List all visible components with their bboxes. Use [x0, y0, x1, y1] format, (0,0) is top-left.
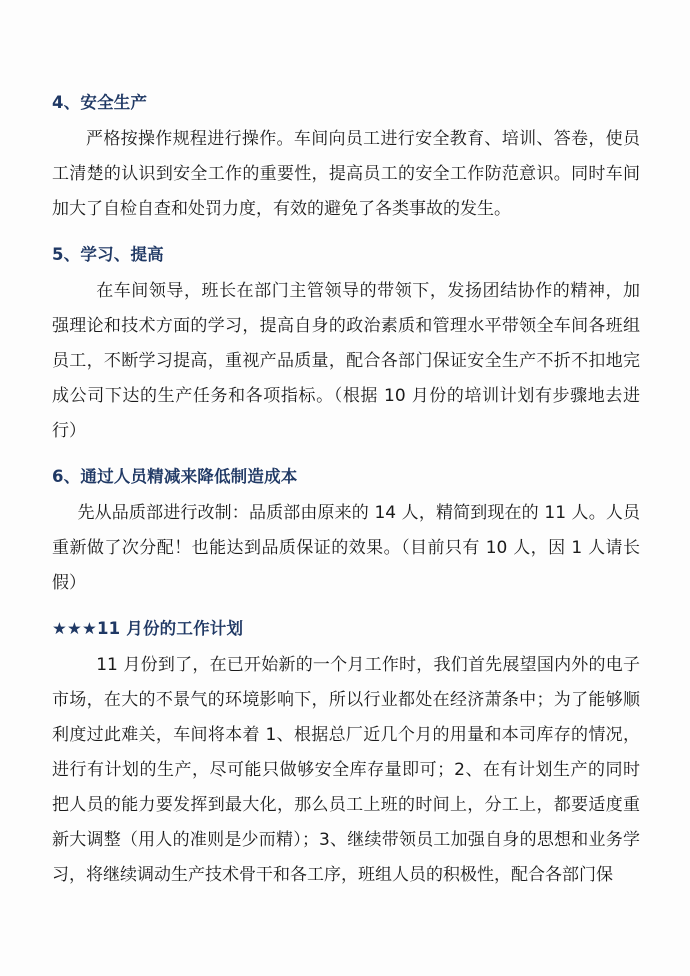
section-paragraph-safety-production: 严格按操作规程进行操作。车间向员工进行安全教育、培训、答卷，使员工清楚的认识到安全工作的重要性，提高员工的安全工作防范意识。同时车间加大了自检自查和处罚力度，有效的避免了各类事故的发生。 [52, 129, 640, 219]
november-plan-paragraph-block [52, 648, 640, 893]
section-paragraph-learning-improvement: 在车间领导，班长在部门主管领导的带领下，发扬团结协作的精神，加强理论和技术方面的学习，提高自身的政治素质和管理水平带领全车间各班组员工，不断学习提高，重视产品质量，配合各部门保证安全生产不折不扣地完成公司下达的生产任务和各项指标。（根据 10 月份的培训计划有步骤地去进行） [52, 281, 640, 441]
section-6-paragraph-block [52, 496, 640, 601]
section-heading-learning-improvement: 5、学习、提高 [52, 245, 164, 264]
section-paragraph-cost-reduction: 先从品质部进行改制：品质部由原来的 14 人，精简到现在的 11 人。人员重新做了次分配！也能达到品质保证的效果。（目前只有 10 人，因 1 人请长假） [52, 503, 640, 593]
section-heading-cost-reduction: 6、通过人员精减来降低制造成本 [52, 467, 298, 486]
section-5-paragraph-block [52, 274, 640, 449]
section-4-heading-block [52, 86, 640, 120]
section-6-heading-block [52, 460, 640, 494]
section-heading-safety-production: 4、安全生产 [52, 93, 148, 112]
section-heading-november-work-plan: ★★★11 月份的工作计划 [52, 619, 244, 638]
november-plan-heading-block [52, 612, 640, 646]
document-body [52, 86, 640, 893]
section-paragraph-november-work-plan: 11 月份到了，在已开始新的一个月工作时，我们首先展望国内外的电子市场，在大的不景气的环境影响下，所以行业都处在经济萧条中；为了能够顺利度过此难关，车间将本着 1、根据总厂近几个月的用量和本司库存的情况，进行有计划的生产，尽可能只做够安全库存量即可；2、在有计划生产的同时把人员的能力要发挥到最大化，那么员工上班的时间上，分工上，都要适度重新大调整（用人的准则是少而精）；3、继续带领员工加强自身的思想和业务学习，将继续调动生产技术骨干和各工序，班组人员的积极性，配合各部门保 [52, 655, 640, 885]
section-5-heading-block [52, 238, 640, 272]
section-4-paragraph-block [52, 122, 640, 227]
